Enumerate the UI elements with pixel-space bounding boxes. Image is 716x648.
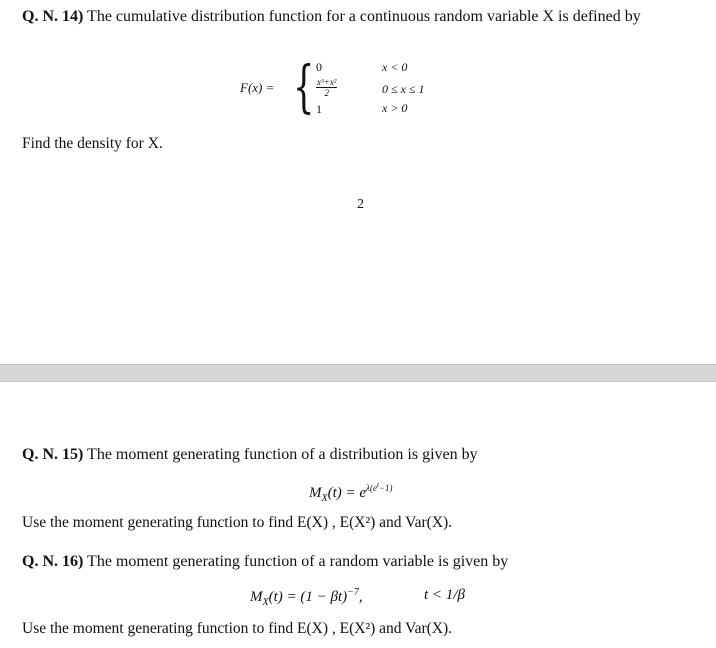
page-number: 2 (357, 197, 364, 212)
q14-line (22, 8, 641, 26)
cdf-lhs: F(x) = (240, 80, 275, 95)
q16-line (22, 553, 508, 571)
q15-number: Q. N. 15) (22, 446, 84, 463)
case-0-condition: x < 0 (382, 60, 408, 74)
q16-task: Use the moment generating function to find E(X) , E(X²) and Var(X). (22, 620, 453, 637)
q16-condition: t < 1/β (424, 587, 465, 603)
case-2-condition: x > 0 (382, 101, 408, 115)
cdf-definition (240, 56, 460, 128)
q16-number: Q. N. 16) (22, 553, 84, 570)
case-1-condition: 0 ≤ x ≤ 1 (382, 82, 425, 96)
q15-formula: $M_X(t) = e^{\lambda(e^t-1)}$ (309, 481, 393, 504)
q14-text: The cumulative distribution function for a continuous random variable X is defined by (87, 8, 641, 25)
case-1-denominator: 2 (324, 88, 329, 98)
q14-task: Find the density for X. (22, 135, 163, 152)
case-0-value: 0 (316, 60, 322, 74)
q16-text: The moment generating function of a random variable is given by (87, 553, 509, 570)
page-separator (0, 364, 716, 382)
cases-brace: { (293, 55, 315, 120)
case-1-numerator: x³+x² (317, 77, 337, 87)
q16-formula: $M_X(t) = (1 - \beta t)^{-7}$, (250, 587, 363, 608)
q15-task: Use the moment generating function to find E(X) , E(X²) and Var(X). (22, 514, 453, 531)
q15-text: The moment generating function of a distribution is given by (87, 446, 478, 463)
case-2-value: 1 (316, 102, 322, 116)
case-1-value (316, 77, 337, 98)
q14-number: Q. N. 14) (22, 8, 84, 25)
q15-line (22, 446, 478, 464)
